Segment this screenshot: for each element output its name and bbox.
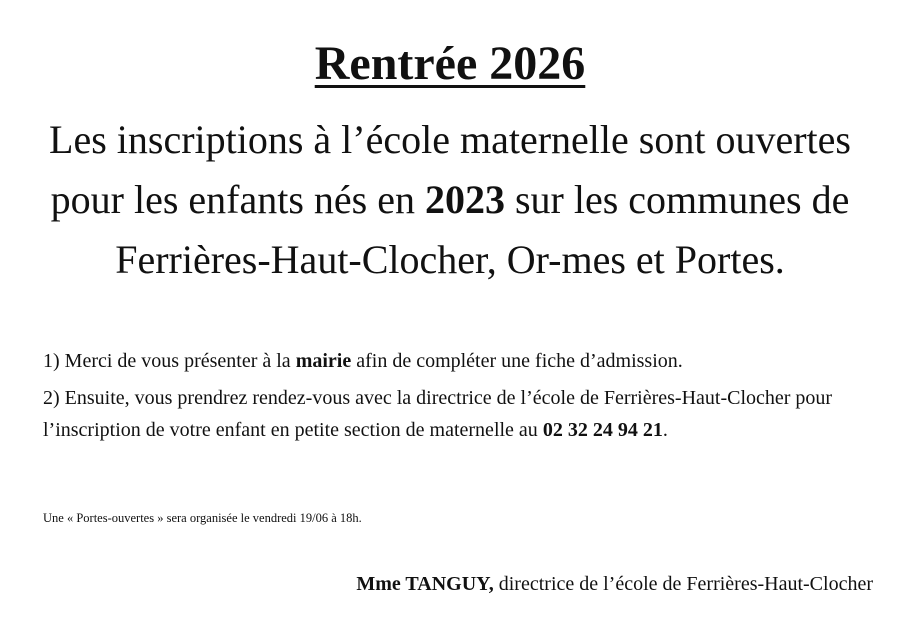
step-2 (43, 382, 863, 446)
open-house-note: Une « Portes-ouvertes » sera organisée le vendredi 19/06 à 18h. (43, 511, 362, 525)
signature (356, 571, 873, 597)
step-2-end: . (662, 419, 668, 441)
lead-text-part2: sur les communes de Ferrières-Haut-Clocher, Or-mes et Portes. (115, 177, 850, 282)
lead-paragraph (40, 110, 860, 290)
step-1-after: afin de compléter une fiche d’admission. (351, 350, 683, 372)
birth-year: 2023 (424, 177, 505, 222)
step-2-text: 2) Ensuite, vous prendrez rendez-vous avec la directrice de l’école de Ferrières-Haut-Clocher pour l’inscription de votre enfant en petite section de maternelle au (43, 387, 833, 441)
steps-section (43, 346, 863, 452)
phone-number: 02 32 24 94 21 (542, 419, 663, 441)
step-1-before: 1) Merci de vous présenter à la (43, 350, 296, 372)
signature-role: directrice de l’école de Ferrières-Haut-Clocher (493, 573, 873, 595)
page-title-text: Rentrée 2026 (314, 37, 586, 90)
step-1-mairie: mairie (295, 350, 352, 372)
step-1 (43, 346, 863, 376)
signature-name: Mme TANGUY, (356, 573, 494, 595)
page-title (0, 36, 900, 92)
lead-text-part1: Les inscriptions à l’école maternelle sont ouvertes pour les enfants nés en (49, 117, 851, 222)
